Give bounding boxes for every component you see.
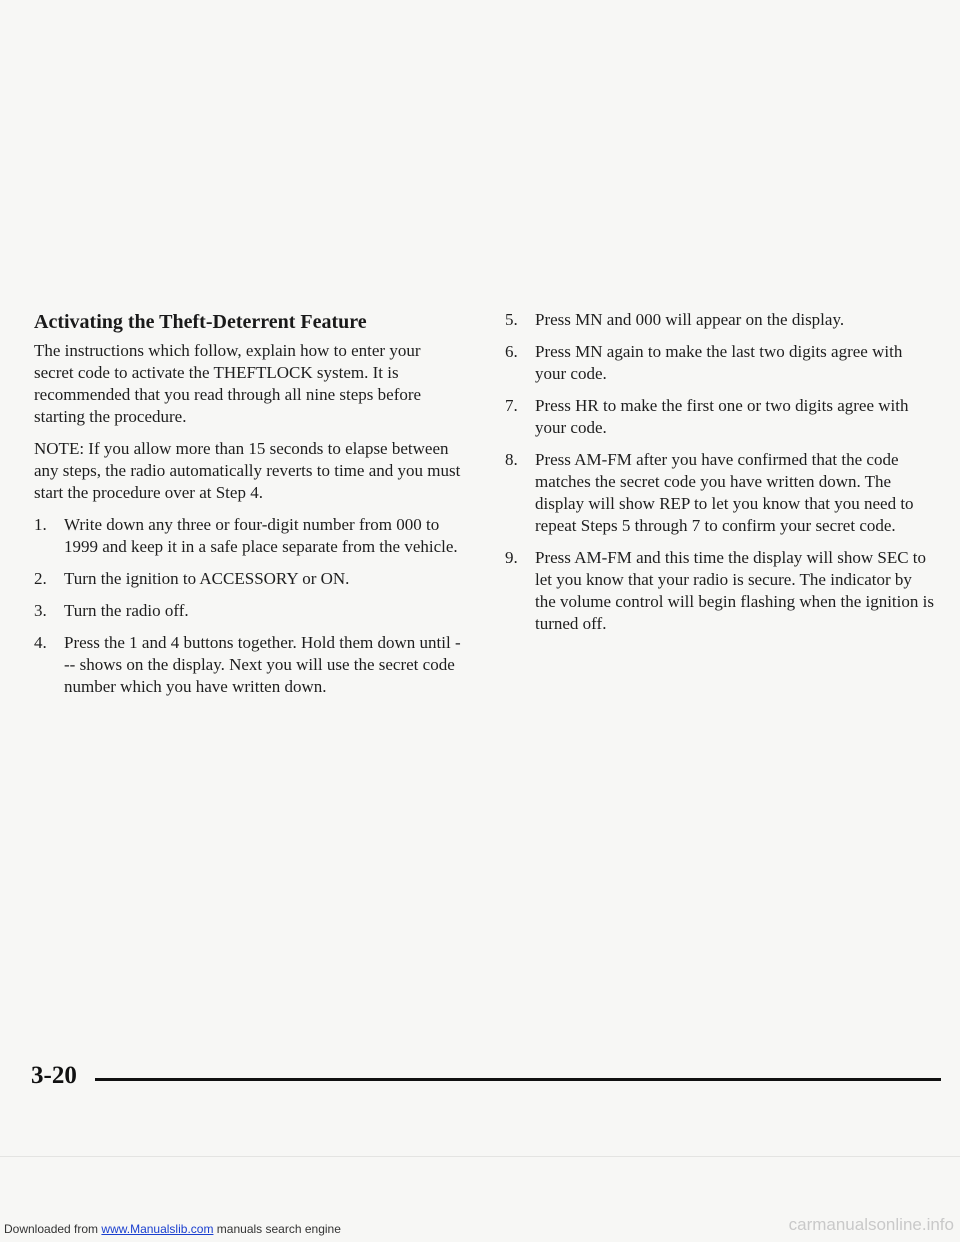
step-number: 1. bbox=[34, 515, 47, 534]
step-text: Press HR to make the first one or two digits agree with your code. bbox=[535, 396, 909, 437]
step-number: 6. bbox=[505, 342, 518, 361]
footer-rule bbox=[95, 1078, 941, 1081]
divider bbox=[0, 1156, 960, 1157]
step-text: Press MN and 000 will appear on the display. bbox=[535, 310, 845, 329]
note-paragraph: NOTE: If you allow more than 15 seconds to elapse between any steps, the radio automatically reverts to time and you must start the procedure over at Step 4. bbox=[34, 439, 461, 502]
source-line bbox=[4, 1222, 341, 1236]
step-item bbox=[34, 600, 464, 622]
step-number: 5. bbox=[505, 310, 518, 329]
step-number: 2. bbox=[34, 569, 47, 588]
step-item bbox=[505, 309, 935, 331]
steps-list-left bbox=[34, 514, 464, 698]
step-number: 3. bbox=[34, 601, 47, 620]
step-text: Write down any three or four-digit number from 000 to 1999 and keep it in a safe place separate from the vehicle. bbox=[64, 515, 458, 556]
step-number: 9. bbox=[505, 548, 518, 567]
watermark: carmanualsonline.info bbox=[788, 1215, 954, 1234]
step-text: Press AM-FM and this time the display will show SEC to let you know that your radio is secure. The indicator by the volume control will begin flashing when the ignition is turned off. bbox=[535, 548, 934, 633]
step-number: 7. bbox=[505, 396, 518, 415]
section-title: Activating the Theft-Deterrent Feature bbox=[34, 311, 367, 333]
step-number: 4. bbox=[34, 633, 47, 652]
step-text: Turn the radio off. bbox=[64, 601, 189, 620]
steps-list-right bbox=[505, 309, 935, 635]
step-item bbox=[505, 547, 935, 635]
step-text: Press MN again to make the last two digits agree with your code. bbox=[535, 342, 903, 383]
step-item bbox=[34, 514, 464, 558]
step-item bbox=[505, 449, 935, 537]
step-item bbox=[505, 395, 935, 439]
source-suffix: manuals search engine bbox=[216, 1222, 341, 1236]
step-item bbox=[505, 341, 935, 385]
step-item bbox=[34, 568, 464, 590]
page-footer bbox=[31, 1062, 941, 1096]
step-number: 8. bbox=[505, 450, 518, 469]
source-prefix: Downloaded from bbox=[4, 1222, 99, 1236]
left-column bbox=[34, 340, 464, 708]
step-item bbox=[34, 632, 464, 698]
step-text: Press the 1 and 4 buttons together. Hold them down until --- shows on the display. Next you will use the secret code number which you have written down. bbox=[64, 633, 461, 696]
step-text: Turn the ignition to ACCESSORY or ON. bbox=[64, 569, 350, 588]
page-number: 3-20 bbox=[31, 1062, 77, 1089]
right-column bbox=[505, 309, 935, 645]
step-text: Press AM-FM after you have confirmed that the code matches the secret code you have written down. The display will show REP to let you know that you need to repeat Steps 5 through 7 to confirm your secret code. bbox=[535, 450, 914, 535]
manualslib-link[interactable]: www.Manualslib.com bbox=[101, 1222, 214, 1236]
intro-paragraph: The instructions which follow, explain how to enter your secret code to activate the THEFTLOCK system. It is recommended that you read through all nine steps before starting the procedure. bbox=[34, 341, 422, 426]
